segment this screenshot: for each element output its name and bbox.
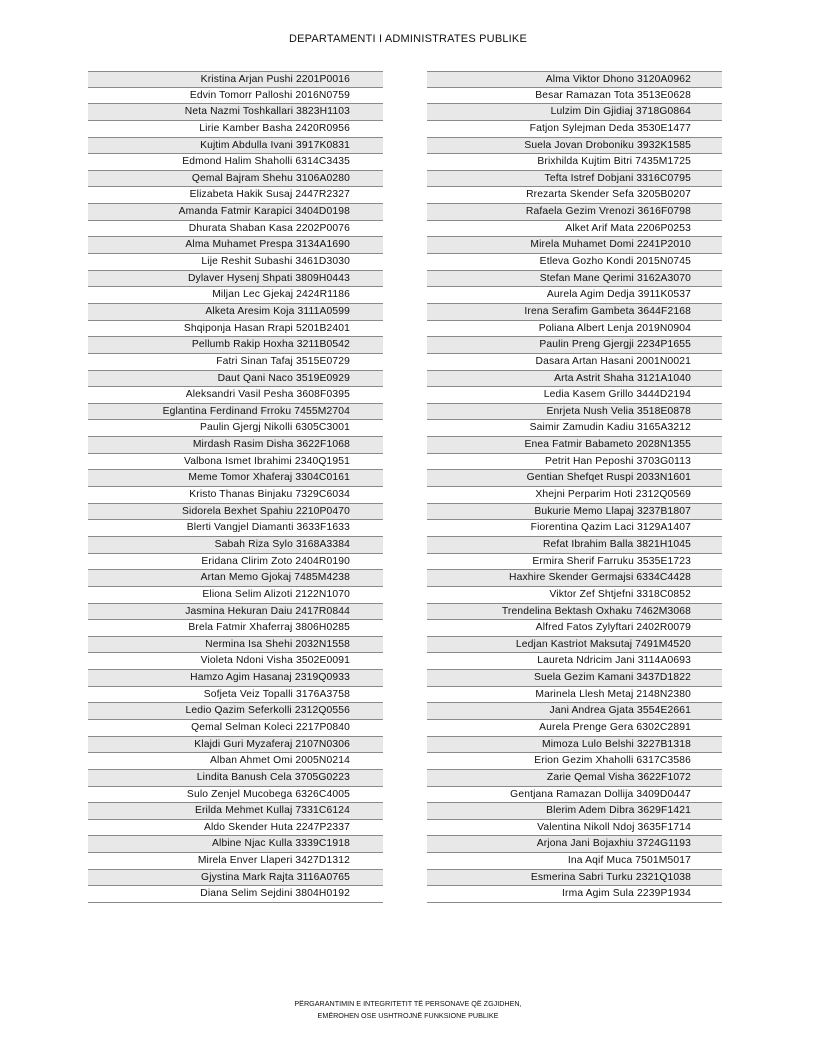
- footer-line-1: PËRGARANTIMIN E INTEGRITETIT TË PERSONAVE QË ZGJIDHEN,: [294, 999, 522, 1008]
- list-item: Rafaela Gezim Vrenozi 3616F0798: [427, 204, 722, 221]
- list-item: Rrezarta Skender Sefa 3205B0207: [427, 187, 722, 204]
- list-item: Neta Nazmi Toshkallari 3823H1103: [88, 104, 383, 121]
- list-item: Hamzo Agim Hasanaj 2319Q0933: [88, 670, 383, 687]
- list-item: Violeta Ndoni Visha 3502E0091: [88, 653, 383, 670]
- list-item: Xhejni Perparim Hoti 2312Q0569: [427, 487, 722, 504]
- list-item: Miljan Lec Gjekaj 2424R1186: [88, 287, 383, 304]
- list-item: Kristina Arjan Pushi 2201P0016: [88, 71, 383, 88]
- list-item: Paulin Preng Gjergji 2234P1655: [427, 337, 722, 354]
- list-item: Mimoza Lulo Belshi 3227B1318: [427, 737, 722, 754]
- list-item: Pellumb Rakip Hoxha 3211B0542: [88, 337, 383, 354]
- list-item: Edmond Halim Shaholli 6314C3435: [88, 154, 383, 171]
- list-item: Suela Gezim Kamani 3437D1822: [427, 670, 722, 687]
- list-item: Gjystina Mark Rajta 3116A0765: [88, 870, 383, 887]
- list-item: Haxhire Skender Germajsi 6334C4428: [427, 570, 722, 587]
- list-item: Eglantina Ferdinand Frroku 7455M2704: [88, 404, 383, 421]
- list-item: Diana Selim Sejdini 3804H0192: [88, 886, 383, 903]
- list-item: Daut Qani Naco 3519E0929: [88, 371, 383, 388]
- list-item: Ledjan Kastriot Maksutaj 7491M4520: [427, 637, 722, 654]
- left-name-column: [88, 71, 383, 903]
- list-item: Brela Fatmir Xhaferraj 3806H0285: [88, 620, 383, 637]
- list-item: Kujtim Abdulla Ivani 3917K0831: [88, 138, 383, 155]
- list-item: Aleksandri Vasil Pesha 3608F0395: [88, 387, 383, 404]
- list-item: Petrit Han Peposhi 3703G0113: [427, 454, 722, 471]
- list-item: Trendelina Bektash Oxhaku 7462M3068: [427, 604, 722, 621]
- list-item: Suela Jovan Droboniku 3932K1585: [427, 138, 722, 155]
- list-item: Mirela Enver Llaperi 3427D1312: [88, 853, 383, 870]
- list-item: Irma Agim Sula 2239P1934: [427, 886, 722, 903]
- list-item: Arjona Jani Bojaxhiu 3724G1193: [427, 836, 722, 853]
- list-item: Ermira Sherif Farruku 3535E1723: [427, 554, 722, 571]
- list-item: Amanda Fatmir Karapici 3404D0198: [88, 204, 383, 221]
- list-item: Lirie Kamber Basha 2420R0956: [88, 121, 383, 138]
- list-item: Meme Tomor Xhaferaj 3304C0161: [88, 470, 383, 487]
- list-item: Enrjeta Nush Velia 3518E0878: [427, 404, 722, 421]
- list-item: Marinela Llesh Metaj 2148N2380: [427, 687, 722, 704]
- list-item: Qemal Bajram Shehu 3106A0280: [88, 171, 383, 188]
- list-item: Bukurie Memo Llapaj 3237B1807: [427, 504, 722, 521]
- list-item: Alket Arif Mata 2206P0253: [427, 221, 722, 238]
- list-item: Alketa Aresim Koja 3111A0599: [88, 304, 383, 321]
- list-item: Etleva Gozho Kondi 2015N0745: [427, 254, 722, 271]
- list-item: Sofjeta Veiz Topalli 3176A3758: [88, 687, 383, 704]
- list-item: Poliana Albert Lenja 2019N0904: [427, 321, 722, 338]
- list-item: Sulo Zenjel Mucobega 6326C4005: [88, 787, 383, 804]
- list-item: Dylaver Hysenj Shpati 3809H0443: [88, 271, 383, 288]
- list-item: Sidorela Bexhet Spahiu 2210P0470: [88, 504, 383, 521]
- list-item: Kristo Thanas Binjaku 7329C6034: [88, 487, 383, 504]
- list-item: Artan Memo Gjokaj 7485M4238: [88, 570, 383, 587]
- list-item: Fatri Sinan Tafaj 3515E0729: [88, 354, 383, 371]
- list-item: Esmerina Sabri Turku 2321Q1038: [427, 870, 722, 887]
- list-item: Lindita Banush Cela 3705G0223: [88, 770, 383, 787]
- list-item: Eridana Clirim Zoto 2404R0190: [88, 554, 383, 571]
- list-item: Ina Aqif Muca 7501M5017: [427, 853, 722, 870]
- list-item: Lulzim Din Gjidiaj 3718G0864: [427, 104, 722, 121]
- list-item: Alban Ahmet Omi 2005N0214: [88, 753, 383, 770]
- list-item: Alma Viktor Dhono 3120A0962: [427, 71, 722, 88]
- list-item: Enea Fatmir Babameto 2028N1355: [427, 437, 722, 454]
- list-item: Albine Njac Kulla 3339C1918: [88, 836, 383, 853]
- list-item: Aurela Agim Dedja 3911K0537: [427, 287, 722, 304]
- list-item: Saimir Zamudin Kadiu 3165A3212: [427, 420, 722, 437]
- list-item: Mirdash Rasim Disha 3622F1068: [88, 437, 383, 454]
- list-item: Qemal Selman Koleci 2217P0840: [88, 720, 383, 737]
- list-item: Tefta Istref Dobjani 3316C0795: [427, 171, 722, 188]
- list-item: Brixhilda Kujtim Bitri 7435M1725: [427, 154, 722, 171]
- list-item: Fiorentina Qazim Laci 3129A1407: [427, 520, 722, 537]
- list-item: Eliona Selim Alizoti 2122N1070: [88, 587, 383, 604]
- list-item: Valentina Nikoll Ndoj 3635F1714: [427, 820, 722, 837]
- list-item: Aurela Prenge Gera 6302C2891: [427, 720, 722, 737]
- list-item: Aldo Skender Huta 2247P2337: [88, 820, 383, 837]
- list-item: Fatjon Sylejman Deda 3530E1477: [427, 121, 722, 138]
- list-item: Valbona Ismet Ibrahimi 2340Q1951: [88, 454, 383, 471]
- list-item: Blerim Adem Dibra 3629F1421: [427, 803, 722, 820]
- list-item: Irena Serafim Gambeta 3644F2168: [427, 304, 722, 321]
- list-item: Paulin Gjergj Nikolli 6305C3001: [88, 420, 383, 437]
- page-title: DEPARTAMENTI I ADMINISTRATES PUBLIKE: [288, 33, 528, 45]
- list-item: Besar Ramazan Tota 3513E0628: [427, 88, 722, 105]
- list-item: Edvin Tomorr Palloshi 2016N0759: [88, 88, 383, 105]
- list-item: Refat Ibrahim Balla 3821H1045: [427, 537, 722, 554]
- list-item: Shqiponja Hasan Rrapi 5201B2401: [88, 321, 383, 338]
- list-item: Stefan Mane Qerimi 3162A3070: [427, 271, 722, 288]
- list-item: Gentjana Ramazan Dollija 3409D0447: [427, 787, 722, 804]
- list-item: Erilda Mehmet Kullaj 7331C6124: [88, 803, 383, 820]
- list-item: Viktor Zef Shtjefni 3318C0852: [427, 587, 722, 604]
- list-item: Nermina Isa Shehi 2032N1558: [88, 637, 383, 654]
- list-item: Zarie Qemal Visha 3622F1072: [427, 770, 722, 787]
- list-item: Alfred Fatos Zylyftari 2402R0079: [427, 620, 722, 637]
- list-item: Jasmina Hekuran Daiu 2417R0844: [88, 604, 383, 621]
- list-item: Dasara Artan Hasani 2001N0021: [427, 354, 722, 371]
- footer-line-2: EMËROHEN OSE USHTROJNË FUNKSIONE PUBLIKE: [317, 1011, 499, 1020]
- footer: [0, 998, 816, 1022]
- right-name-column: [427, 71, 722, 903]
- list-item: Erion Gezim Xhaholli 6317C3586: [427, 753, 722, 770]
- list-item: Dhurata Shaban Kasa 2202P0076: [88, 221, 383, 238]
- list-item: Laureta Ndricim Jani 3114A0693: [427, 653, 722, 670]
- list-item: Blerti Vangjel Diamanti 3633F1633: [88, 520, 383, 537]
- list-item: Mirela Muhamet Domi 2241P2010: [427, 237, 722, 254]
- list-item: Klajdi Guri Myzaferaj 2107N0306: [88, 737, 383, 754]
- list-item: Sabah Riza Sylo 3168A3384: [88, 537, 383, 554]
- list-item: Ledia Kasem Grillo 3444D2194: [427, 387, 722, 404]
- list-item: Gentian Shefqet Ruspi 2033N1601: [427, 470, 722, 487]
- list-item: Jani Andrea Gjata 3554E2661: [427, 703, 722, 720]
- list-item: Elizabeta Hakik Susaj 2447R2327: [88, 187, 383, 204]
- list-item: Alma Muhamet Prespa 3134A1690: [88, 237, 383, 254]
- list-item: Arta Astrit Shaha 3121A1040: [427, 371, 722, 388]
- list-item: Lije Reshit Subashi 3461D3030: [88, 254, 383, 271]
- list-item: Ledio Qazim Seferkolli 2312Q0556: [88, 703, 383, 720]
